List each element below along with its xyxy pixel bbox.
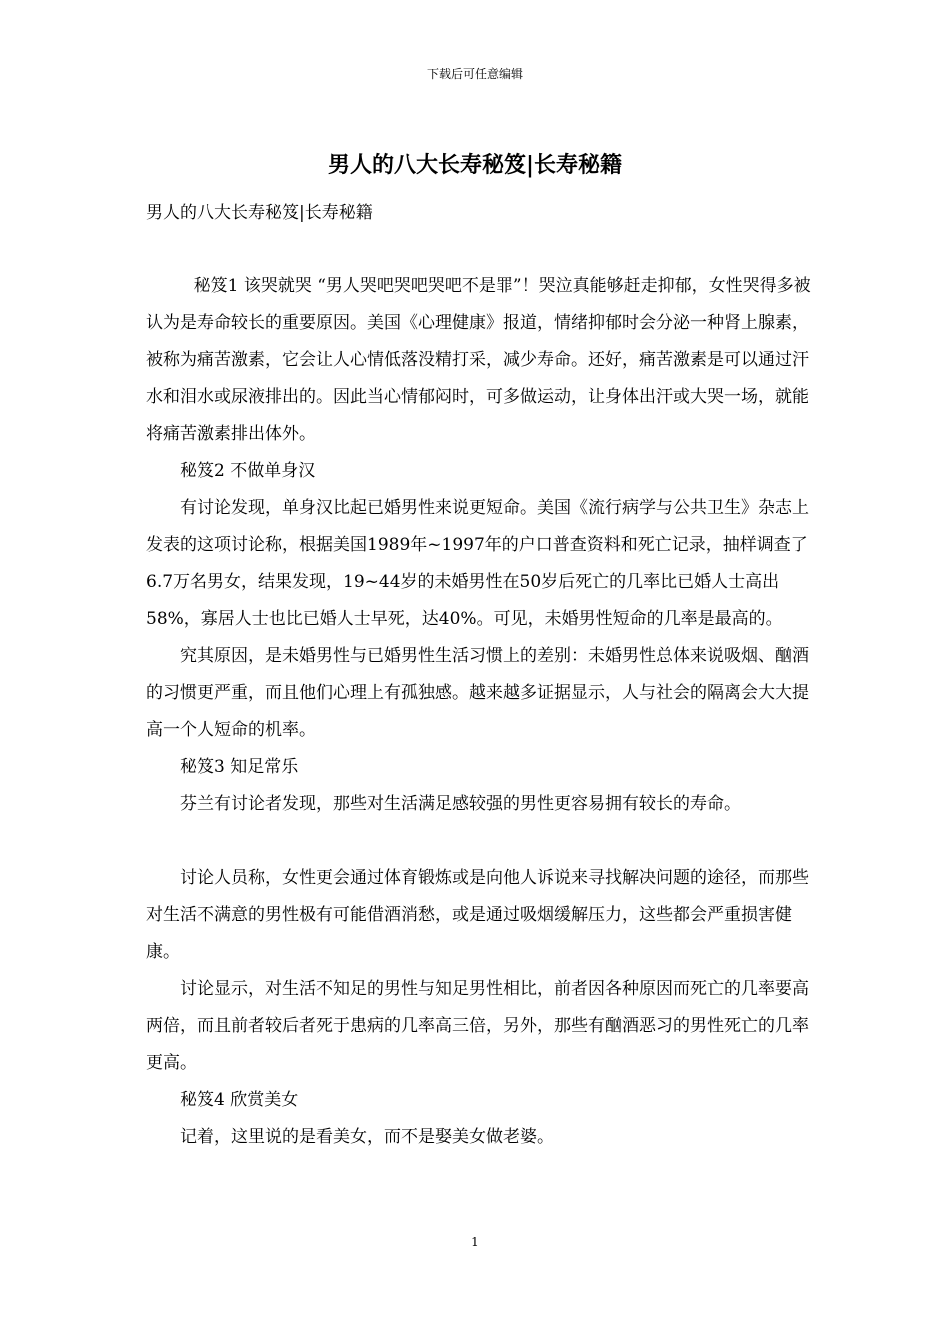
paragraph-spacer [146,823,814,860]
document-body [146,268,814,1156]
paragraph: 究其原因，是未婚男性与已婚男性生活习惯上的差别：未婚男性总体来说吸烟、酗酒的习惯更严重，而且他们心理上有孤独感。越来越多证据显示，人与社会的隔离会大大提高一个人短命的机率。 [146,646,809,740]
paragraph: 讨论人员称，女性更会通过体育锻炼或是向他人诉说来寻找解决问题的途径，而那些对生活不满意的男性极有可能借酒消愁，或是通过吸烟缓解压力，这些都会严重损害健康。 [146,868,809,962]
paragraph: 芬兰有讨论者发现，那些对生活满足感较强的男性更容易拥有较长的寿命。 [180,794,741,814]
section-heading-tip-4: 秘笈4 欣赏美女 [180,1090,299,1110]
page-header: 下载后可任意编辑 [426,67,523,81]
page-number: 1 [471,1235,479,1249]
section-heading-tip-2: 秘笈2 不做单身汉 [180,461,316,481]
document-subtitle: 男人的八大长寿秘笈|长寿秘籍 [146,203,373,223]
paragraph: 有讨论发现，单身汉比起已婚男性来说更短命。美国《流行病学与公共卫生》杂志上发表的这项讨论称，根据美国1989年~1997年的户口普查资料和死亡记录，抽样调查了6.7万名男女，结果发现，19~44岁的未婚男性在50岁后死亡的几率比已婚人士高出58%，寡居人士也比已婚人士早死，达40%。可见，未婚男性短命的几率是最高的。 [146,498,809,629]
paragraph: 记着，这里说的是看美女，而不是娶美女做老婆。 [180,1127,554,1147]
section-heading-tip-3: 秘笈3 知足常乐 [180,757,299,777]
document-title: 男人的八大长寿秘笈|长寿秘籍 [327,152,622,178]
paragraph-tip-1: 秘笈1 该哭就哭 “男人哭吧哭吧哭吧不是罪”！哭泣真能够赶走抑郁，女性哭得多被认为是寿命较长的重要原因。美国《心理健康》报道，情绪抑郁时会分泌一种肾上腺素，被称为痛苦激素，它会让人心情低落没精打采，减少寿命。还好，痛苦激素是可以通过汗水和泪水或尿液排出的。因此当心情郁闷时，可多做运动，让身体出汗或大哭一场，就能将痛苦激素排出体外。 [146,276,811,444]
paragraph: 讨论显示，对生活不知足的男性与知足男性相比，前者因各种原因而死亡的几率要高两倍，而且前者较后者死于患病的几率高三倍，另外，那些有酗酒恶习的男性死亡的几率更高。 [146,979,809,1073]
